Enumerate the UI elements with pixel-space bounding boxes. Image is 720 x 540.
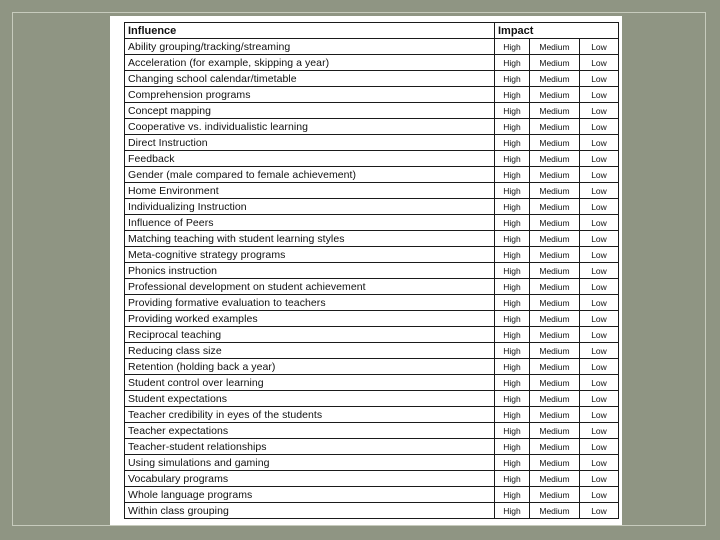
influence-cell: Providing worked examples [125,311,495,327]
rating-medium-cell: Medium [530,263,580,279]
rating-high-cell: High [495,215,530,231]
rating-medium-cell: Medium [530,439,580,455]
table-row [125,215,619,231]
influence-cell: Reducing class size [125,343,495,359]
rating-low-cell: Low [580,247,619,263]
rating-high-cell: High [495,471,530,487]
rating-low-cell: Low [580,359,619,375]
table-row [125,503,619,519]
influence-cell: Changing school calendar/timetable [125,71,495,87]
rating-low-cell: Low [580,279,619,295]
rating-high-cell: High [495,151,530,167]
rating-high-cell: High [495,167,530,183]
rating-medium-cell: Medium [530,135,580,151]
rating-high-cell: High [495,391,530,407]
table-row [125,87,619,103]
influence-cell: Influence of Peers [125,215,495,231]
rating-medium-cell: Medium [530,359,580,375]
rating-medium-cell: Medium [530,295,580,311]
influence-cell: Teacher expectations [125,423,495,439]
rating-high-cell: High [495,295,530,311]
table-row [125,231,619,247]
rating-low-cell: Low [580,263,619,279]
rating-high-cell: High [495,103,530,119]
rating-medium-cell: Medium [530,231,580,247]
impact-table [124,22,619,519]
rating-medium-cell: Medium [530,343,580,359]
table-row [125,167,619,183]
rating-high-cell: High [495,423,530,439]
influence-cell: Concept mapping [125,103,495,119]
rating-medium-cell: Medium [530,119,580,135]
influence-cell: Acceleration (for example, skipping a year) [125,55,495,71]
rating-medium-cell: Medium [530,279,580,295]
influence-cell: Providing formative evaluation to teachers [125,295,495,311]
influence-cell: Using simulations and gaming [125,455,495,471]
rating-low-cell: Low [580,231,619,247]
rating-low-cell: Low [580,71,619,87]
rating-high-cell: High [495,183,530,199]
influence-header: Influence [125,23,495,39]
rating-medium-cell: Medium [530,311,580,327]
impact-header: Impact [495,23,619,39]
rating-low-cell: Low [580,311,619,327]
influence-cell: Matching teaching with student learning styles [125,231,495,247]
rating-low-cell: Low [580,407,619,423]
influence-cell: Feedback [125,151,495,167]
rating-low-cell: Low [580,167,619,183]
rating-low-cell: Low [580,503,619,519]
table-row [125,39,619,55]
influence-cell: Within class grouping [125,503,495,519]
rating-low-cell: Low [580,119,619,135]
table-row [125,183,619,199]
rating-high-cell: High [495,503,530,519]
influence-cell: Whole language programs [125,487,495,503]
rating-medium-cell: Medium [530,375,580,391]
rating-medium-cell: Medium [530,455,580,471]
table-row [125,471,619,487]
table-row [125,55,619,71]
rating-high-cell: High [495,247,530,263]
table-row [125,119,619,135]
rating-high-cell: High [495,455,530,471]
table-body [125,39,619,519]
table-row [125,343,619,359]
table-row [125,151,619,167]
rating-high-cell: High [495,119,530,135]
rating-medium-cell: Medium [530,103,580,119]
influence-cell: Teacher-student relationships [125,439,495,455]
scanned-document [110,16,622,525]
table-row [125,103,619,119]
influence-cell: Student expectations [125,391,495,407]
rating-low-cell: Low [580,343,619,359]
rating-high-cell: High [495,199,530,215]
influence-cell: Retention (holding back a year) [125,359,495,375]
rating-medium-cell: Medium [530,327,580,343]
table-row [125,247,619,263]
rating-low-cell: Low [580,375,619,391]
table-row [125,295,619,311]
influence-cell: Comprehension programs [125,87,495,103]
rating-low-cell: Low [580,55,619,71]
table-row [125,439,619,455]
influence-cell: Individualizing Instruction [125,199,495,215]
rating-medium-cell: Medium [530,87,580,103]
influence-cell: Vocabulary programs [125,471,495,487]
rating-high-cell: High [495,71,530,87]
rating-high-cell: High [495,263,530,279]
rating-medium-cell: Medium [530,407,580,423]
rating-medium-cell: Medium [530,423,580,439]
rating-medium-cell: Medium [530,55,580,71]
table-row [125,279,619,295]
rating-low-cell: Low [580,295,619,311]
table-row [125,375,619,391]
table-row [125,263,619,279]
influence-cell: Direct Instruction [125,135,495,151]
rating-low-cell: Low [580,423,619,439]
rating-medium-cell: Medium [530,247,580,263]
rating-low-cell: Low [580,103,619,119]
rating-medium-cell: Medium [530,183,580,199]
rating-medium-cell: Medium [530,39,580,55]
rating-low-cell: Low [580,183,619,199]
table-row [125,455,619,471]
rating-high-cell: High [495,327,530,343]
rating-high-cell: High [495,487,530,503]
rating-low-cell: Low [580,455,619,471]
rating-high-cell: High [495,231,530,247]
rating-low-cell: Low [580,199,619,215]
table-row [125,359,619,375]
rating-high-cell: High [495,407,530,423]
rating-high-cell: High [495,359,530,375]
rating-high-cell: High [495,87,530,103]
rating-high-cell: High [495,343,530,359]
rating-medium-cell: Medium [530,503,580,519]
influence-cell: Meta-cognitive strategy programs [125,247,495,263]
table-row [125,199,619,215]
rating-medium-cell: Medium [530,391,580,407]
rating-medium-cell: Medium [530,71,580,87]
influence-cell: Home Environment [125,183,495,199]
rating-high-cell: High [495,279,530,295]
table-row [125,71,619,87]
rating-low-cell: Low [580,151,619,167]
table-row [125,487,619,503]
influence-cell: Teacher credibility in eyes of the students [125,407,495,423]
rating-medium-cell: Medium [530,151,580,167]
table-row [125,423,619,439]
table-row [125,135,619,151]
header-row [125,23,619,39]
rating-high-cell: High [495,439,530,455]
rating-medium-cell: Medium [530,199,580,215]
influence-cell: Gender (male compared to female achievement) [125,167,495,183]
rating-high-cell: High [495,375,530,391]
rating-low-cell: Low [580,487,619,503]
rating-low-cell: Low [580,135,619,151]
rating-high-cell: High [495,55,530,71]
rating-high-cell: High [495,311,530,327]
rating-low-cell: Low [580,439,619,455]
influence-cell: Ability grouping/tracking/streaming [125,39,495,55]
influence-cell: Reciprocal teaching [125,327,495,343]
rating-low-cell: Low [580,39,619,55]
rating-low-cell: Low [580,471,619,487]
rating-medium-cell: Medium [530,215,580,231]
rating-low-cell: Low [580,215,619,231]
rating-low-cell: Low [580,87,619,103]
rating-medium-cell: Medium [530,167,580,183]
table-row [125,391,619,407]
rating-medium-cell: Medium [530,487,580,503]
rating-high-cell: High [495,39,530,55]
rating-medium-cell: Medium [530,471,580,487]
influence-cell: Student control over learning [125,375,495,391]
table-row [125,407,619,423]
influence-cell: Professional development on student achievement [125,279,495,295]
influence-cell: Phonics instruction [125,263,495,279]
rating-low-cell: Low [580,327,619,343]
rating-high-cell: High [495,135,530,151]
table-row [125,311,619,327]
rating-low-cell: Low [580,391,619,407]
influence-cell: Cooperative vs. individualistic learning [125,119,495,135]
table-row [125,327,619,343]
